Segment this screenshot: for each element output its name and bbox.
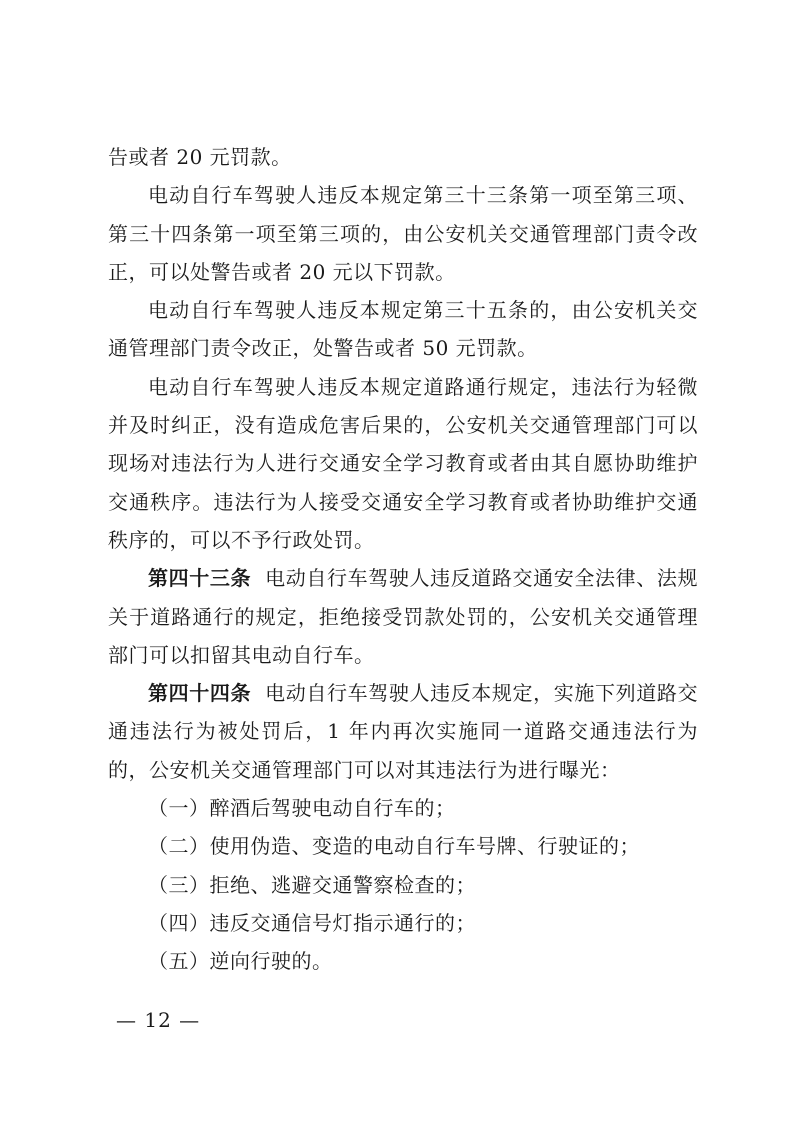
list-item: （三）拒绝、逃避交通警察检查的； [148, 872, 476, 897]
paragraph: 电动自行车驾驶人违反本规定第三十三条第一项至第三项、第三十四条第一项至第三项的，由公安机关交通管理部门责令改正，可以处警告或者 20 元以下罚款。 [108, 183, 698, 284]
article-text: 电动自行车驾驶人违反本规定，实施下列道路交通违法行为被处罚后，1 年内再次实施同一道路交通违法行为的，公安机关交通管理部门可以对其违法行为进行曝光： [108, 681, 699, 782]
list-item: （一）醉酒后驾驶电动自行车的； [148, 796, 456, 821]
list-item: （二）使用伪造、变造的电动自行车号牌、行驶证的； [148, 834, 640, 859]
article-number: 第四十三条 [148, 566, 252, 591]
article-43 [108, 559, 698, 674]
document-body [108, 138, 698, 981]
paragraph-continuation: 告或者 20 元罚款。 [108, 145, 292, 169]
page-number: — 12 — [116, 1008, 201, 1032]
paragraph: 电动自行车驾驶人违反本规定道路通行规定，违法行为轻微并及时纠正，没有造成危害后果的，公安机关交通管理部门可以现场对违法行为人进行交通安全学习教育或者由其自愿协助维护交通秩序。违法行为人接受交通安全学习教育或者协助维护交通秩序的，可以不予行政处罚。 [108, 374, 698, 552]
list-item: （五）逆向行驶的。 [148, 949, 333, 974]
list-item: （四）违反交通信号灯指示通行的； [148, 910, 476, 935]
article-number: 第四十四条 [148, 681, 252, 706]
article-44 [108, 674, 698, 789]
article-text: 电动自行车驾驶人违反道路交通安全法律、法规关于道路通行的规定，拒绝接受罚款处罚的，公安机关交通管理部门可以扣留其电动自行车。 [108, 566, 699, 667]
paragraph: 电动自行车驾驶人违反本规定第三十五条的，由公安机关交通管理部门责令改正，处警告或者 50 元罚款。 [108, 298, 698, 361]
